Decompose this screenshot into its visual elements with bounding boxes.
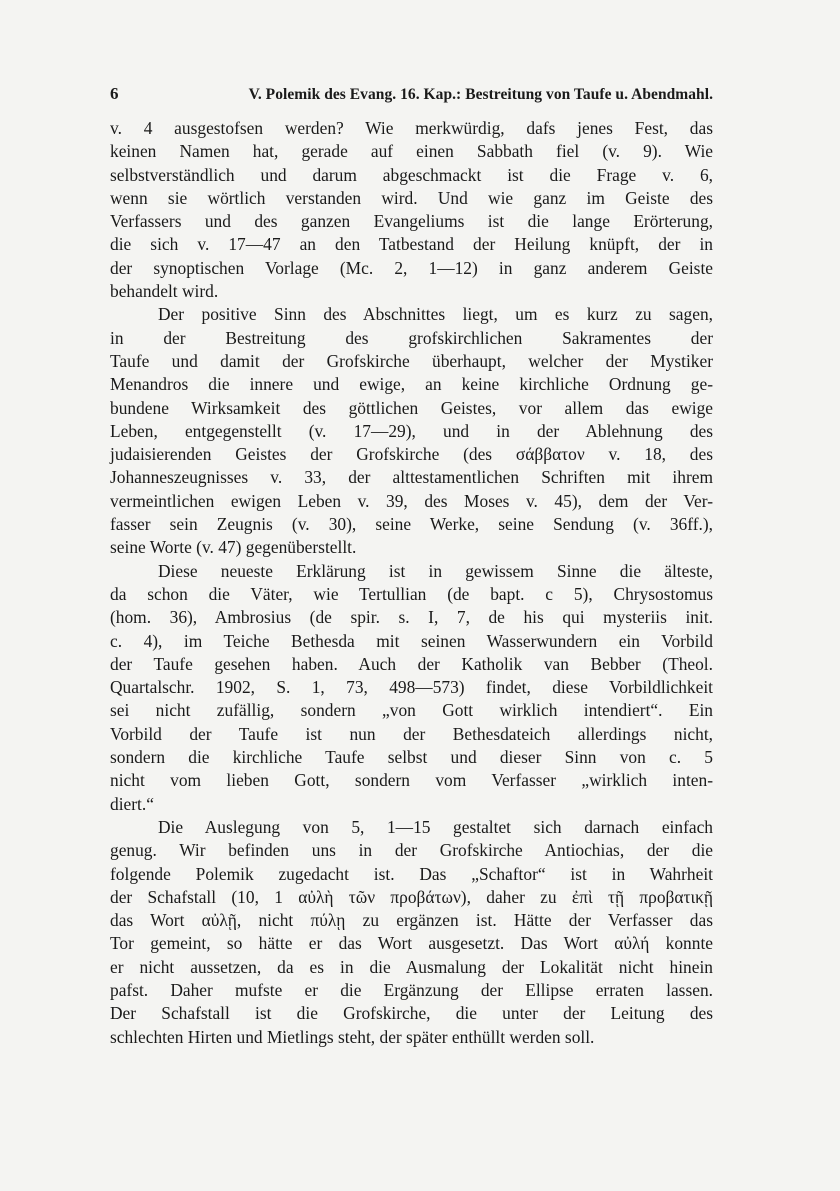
- text-line: Der positive Sinn des Abschnittes liegt, um es kurz zu sagen,: [158, 304, 713, 325]
- text-line: nicht vom lieben Gott, sondern vom Verfasser „wirklich inten-: [110, 770, 713, 791]
- book-page: [110, 84, 713, 1049]
- running-head: [110, 84, 713, 106]
- text-line: behandelt wird.: [110, 281, 219, 302]
- text-line: bundene Wirksamkeit des göttlichen Geistes, vor allem das ewige: [110, 397, 713, 418]
- running-title: V. Polemik des Evang. 16. Kap.: Bestreitung von Taufe u. Abendmahl.: [248, 86, 713, 103]
- text-line: in der Bestreitung des grofskirchlichen Sakramentes der: [110, 327, 713, 348]
- page-number: 6: [110, 84, 119, 103]
- text-line: vermeintlichen ewigen Leben v. 39, des Moses v. 45), dem der Ver-: [110, 490, 713, 511]
- text-line: er nicht aussetzen, da es in die Ausmalung der Lokalität nicht hinein: [110, 956, 713, 977]
- text-line: judaisierenden Geistes der Grofskirche (des σάββατον v. 18, des: [110, 444, 713, 465]
- text-line: c. 4), im Teiche Bethesda mit seinen Wasserwundern ein Vorbild: [110, 630, 713, 651]
- text-line: pafst. Daher mufste er die Ergänzung der Ellipse erraten lassen.: [110, 979, 713, 1000]
- text-line: das Wort αὐλῇ, nicht πύλῃ zu ergänzen ist. Hätte der Verfasser das: [110, 910, 713, 931]
- text-line: folgende Polemik zugedacht ist. Das „Schaftor“ ist in Wahrheit: [110, 863, 713, 884]
- body-text: [110, 117, 713, 1049]
- text-line: der Schafstall (10, 1 αὐλὴ τῶν προβάτων), daher zu ἐπὶ τῇ προβατικῇ: [110, 886, 713, 907]
- text-line: Vorbild der Taufe ist nun der Bethesdateich allerdings nicht,: [110, 723, 713, 744]
- text-line: Diese neueste Erklärung ist in gewissem Sinne die älteste,: [158, 560, 713, 581]
- text-line: Taufe und damit der Grofskirche überhaupt, welcher der Mystiker: [110, 350, 713, 371]
- text-line: schlechten Hirten und Mietlings steht, der später enthüllt werden soll.: [110, 1026, 595, 1047]
- text-line: (hom. 36), Ambrosius (de spir. s. I, 7, de his qui mysteriis init.: [110, 607, 713, 628]
- text-line: da schon die Väter, wie Tertullian (de bapt. c 5), Chrysostomus: [110, 583, 713, 604]
- text-line: Johanneszeugnisses v. 33, der alttestamentlichen Schriften mit ihrem: [110, 467, 713, 488]
- text-line: Leben, entgegenstellt (v. 17—29), und in der Ablehnung des: [110, 420, 713, 441]
- text-line: v. 4 ausgestofsen werden? Wie merkwürdig, dafs jenes Fest, das: [110, 118, 713, 138]
- text-line: keinen Namen hat, gerade auf einen Sabbath fiel (v. 9). Wie: [110, 141, 713, 162]
- text-line: wenn sie wörtlich verstanden wird. Und wie ganz im Geiste des: [110, 187, 713, 208]
- text-line: Menandros die innere und ewige, an keine kirchliche Ordnung ge-: [110, 374, 713, 395]
- text-line: der synoptischen Vorlage (Mc. 2, 1—12) in ganz anderem Geiste: [110, 257, 713, 278]
- text-line: Tor gemeint, so hätte er das Wort ausgesetzt. Das Wort αὐλή konnte: [110, 933, 713, 954]
- text-line: genug. Wir befinden uns in der Grofskirche Antiochias, der die: [110, 840, 713, 861]
- text-line: selbstverständlich und darum abgeschmackt ist die Frage v. 6,: [110, 164, 713, 185]
- text-line: der Taufe gesehen haben. Auch der Katholik van Bebber (Theol.: [110, 653, 713, 674]
- text-line: diert.“: [110, 793, 154, 814]
- text-line: die sich v. 17—47 an den Tatbestand der Heilung knüpft, der in: [110, 234, 713, 255]
- text-line: Die Auslegung von 5, 1—15 gestaltet sich darnach einfach: [158, 816, 713, 837]
- text-line: Der Schafstall ist die Grofskirche, die unter der Leitung des: [110, 1003, 713, 1024]
- text-line: Verfassers und des ganzen Evangeliums ist die lange Erörterung,: [110, 211, 713, 232]
- text-line: sondern die kirchliche Taufe selbst und dieser Sinn von c. 5: [110, 747, 713, 768]
- text-line: Quartalschr. 1902, S. 1, 73, 498—573) findet, diese Vorbildlichkeit: [110, 677, 713, 698]
- text-line: sei nicht zufällig, sondern „von Gott wirklich intendiert“. Ein: [110, 700, 713, 721]
- text-line: seine Worte (v. 47) gegenüberstellt.: [110, 537, 357, 558]
- text-line: fasser sein Zeugnis (v. 30), seine Werke, seine Sendung (v. 36ff.),: [110, 514, 713, 535]
